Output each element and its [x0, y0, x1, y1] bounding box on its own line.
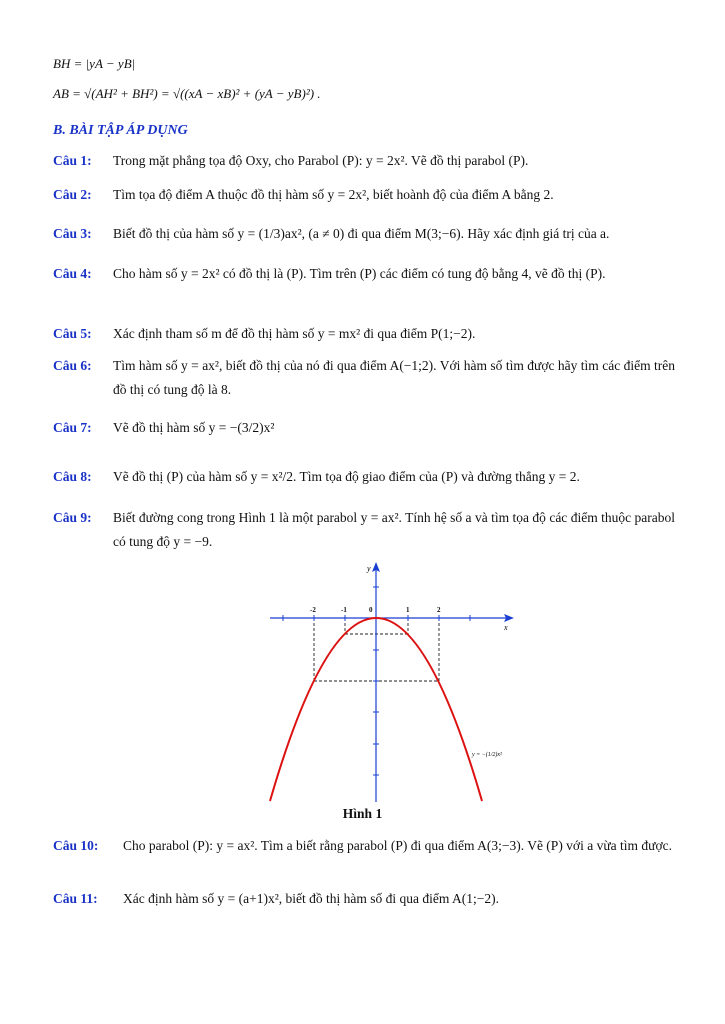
- x-axis-label: x: [504, 623, 508, 632]
- question-label: Câu 4:: [53, 266, 92, 281]
- tick-label: 1: [406, 606, 410, 614]
- question-text: Xác định hàm số y = (a+1)x², biết đồ thị hàm số đi qua điểm A(1;−2).: [123, 891, 499, 906]
- parabola-figure: [268, 557, 518, 805]
- formula-bh: BH = |yA − yB|: [53, 56, 136, 71]
- question-9: [53, 506, 675, 554]
- question-label: Câu 3:: [53, 226, 92, 241]
- question-2: [53, 183, 675, 207]
- figure-caption: Hình 1: [342, 806, 383, 821]
- question-1: [53, 149, 675, 173]
- question-3: [53, 222, 675, 246]
- question-text: Vẽ đồ thị hàm số y = −(3/2)x²: [113, 420, 275, 435]
- question-label: Câu 7:: [53, 420, 92, 435]
- axes: [270, 562, 514, 802]
- question-6: [53, 354, 675, 402]
- question-5: [53, 322, 675, 346]
- question-text: Biết đồ thị của hàm số y = (1/3)ax², (a ≠ 0) đi qua điểm M(3;−6). Hãy xác định giá trị của a.: [113, 226, 610, 241]
- question-10: [53, 834, 675, 858]
- question-text: Cho parabol (P): y = ax². Tìm a biết rằng parabol (P) đi qua điểm A(3;−3). Vẽ (P) với a vừa tìm được.: [123, 838, 672, 853]
- question-text: Tìm hàm số y = ax², biết đồ thị của nó đi qua điểm A(−1;2). Với hàm số tìm được hãy tìm các điểm trên đồ thị có tung độ là 8.: [113, 358, 675, 397]
- tick-label: 0: [369, 606, 373, 614]
- curve-label: y = −(1/2)x²: [472, 752, 502, 758]
- question-11: [53, 887, 675, 911]
- question-label: Câu 10:: [53, 838, 99, 853]
- question-label: Câu 2:: [53, 187, 92, 202]
- y-axis-label: y: [367, 564, 371, 573]
- question-text: Vẽ đồ thị (P) của hàm số y = x²/2. Tìm tọa độ giao điểm của (P) và đường thẳng y = 2.: [113, 469, 580, 484]
- section-title: B. BÀI TẬP ÁP DỤNG: [53, 123, 188, 138]
- tick-label: -2: [310, 606, 316, 614]
- question-text: Tìm tọa độ điểm A thuộc đồ thị hàm số y = 2x², biết hoành độ của điểm A bằng 2.: [113, 187, 554, 202]
- question-label: Câu 9:: [53, 510, 92, 525]
- question-8: [53, 465, 675, 489]
- question-text: Trong mặt phẳng tọa độ Oxy, cho Parabol (P): y = 2x². Vẽ đồ thị parabol (P).: [113, 153, 529, 168]
- question-label: Câu 8:: [53, 469, 92, 484]
- question-7: [53, 416, 675, 440]
- question-label: Câu 1:: [53, 153, 92, 168]
- question-label: Câu 5:: [53, 326, 92, 341]
- question-label: Câu 6:: [53, 358, 92, 373]
- question-text: Biết đường cong trong Hình 1 là một parabol y = ax². Tính hệ số a và tìm tọa độ các điểm thuộc parabol có tung độ y = −9.: [113, 510, 675, 549]
- question-4: [53, 262, 675, 286]
- formula-ab: AB = √(AH² + BH²) = √((xA − xB)² + (yA − yB)²) .: [53, 86, 321, 101]
- tick-label: -1: [341, 606, 347, 614]
- tick-label: 2: [437, 606, 441, 614]
- question-label: Câu 11:: [53, 891, 98, 906]
- question-text: Cho hàm số y = 2x² có đồ thị là (P). Tìm trên (P) các điểm có tung độ bằng 4, vẽ đồ thị (P).: [113, 266, 606, 281]
- question-text: Xác định tham số m để đồ thị hàm số y = mx² đi qua điểm P(1;−2).: [113, 326, 476, 341]
